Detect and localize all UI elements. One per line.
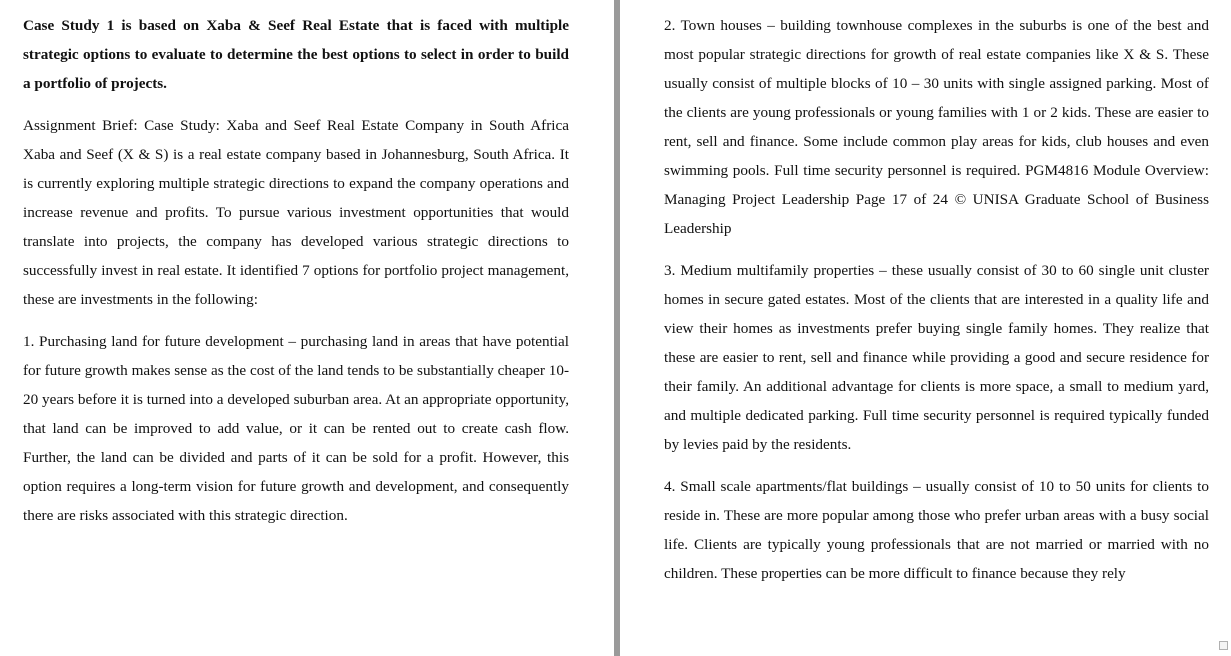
option-2-paragraph: 2. Town houses – building townhouse complexes in the suburbs is one of the best and most popular strategic directions for growth of real estate companies like X & S. These usually consist of multiple blocks of 10 – 30 units with single assigned parking. Most of the clients are young professionals or young families with 1 or 2 kids. These are easier to rent, sell and finance. Some include common play areas for kids, club houses and even swimming pools. Full time security personnel is required. PGM4816 Module Overview: Managing Project Leadership Page 17 of 24 © UNISA Graduate School of Business Leadership (664, 17, 1209, 237)
option-4-paragraph: 4. Small scale apartments/flat buildings – usually consist of 10 to 50 units for clients to reside in. These are more popular among those who prefer urban areas with a busy social life. Clients are typically young professionals that are not married or married with no children. These properties can be more difficult to finance because they rely (664, 478, 1209, 582)
option-1-paragraph: 1. Purchasing land for future development – purchasing land in areas that have potential for future growth makes sense as the cost of the land tends to be substantially cheaper 10-20 years before it is turned into a developed suburban area. At an appropriate opportunity, that land can be improved to add value, or it can be rented out to create cash flow. Further, the land can be divided and parts of it can be sold for a profit. However, this option requires a long-term vision for future growth and development, and consequently there are risks associated with this strategic direction. (23, 333, 569, 524)
assignment-brief-paragraph: Assignment Brief: Case Study: Xaba and Seef Real Estate Company in South Africa Xaba and Seef (X & S) is a real estate company based in Johannesburg, South Africa. It is currently exploring multiple strategic directions to expand the company operations and increase revenue and profits. To pursue various investment opportunities that would translate into projects, the company has developed various strategic directions to successfully invest in real estate. It identified 7 options for portfolio project management, these are investments in the following: (23, 117, 569, 308)
left-column-brief (23, 111, 569, 314)
case-study-title: Case Study 1 is based on Xaba & Seef Real Estate that is faced with multiple strategic options to evaluate to determine the best options to select in order to build a portfolio of projects. (23, 17, 569, 92)
left-column (23, 11, 569, 98)
left-page (0, 0, 614, 656)
right-column-option3 (664, 256, 1209, 459)
left-column-option1 (23, 327, 569, 530)
right-column-option4 (664, 472, 1209, 588)
resize-grip-icon[interactable] (1219, 641, 1228, 650)
right-column-option2 (664, 11, 1209, 243)
option-3-paragraph: 3. Medium multifamily properties – these usually consist of 30 to 60 single unit cluster homes in secure gated estates. Most of the clients that are interested in a quality life and view their homes as investments prefer buying single family homes. They realize that these are easier to rent, sell and finance while providing a good and secure residence for their family. An additional advantage for clients is more space, a small to medium yard, and multiple dedicated parking. Full time security personnel is required typically funded by levies paid by the residents. (664, 262, 1209, 453)
right-page (620, 0, 1231, 656)
